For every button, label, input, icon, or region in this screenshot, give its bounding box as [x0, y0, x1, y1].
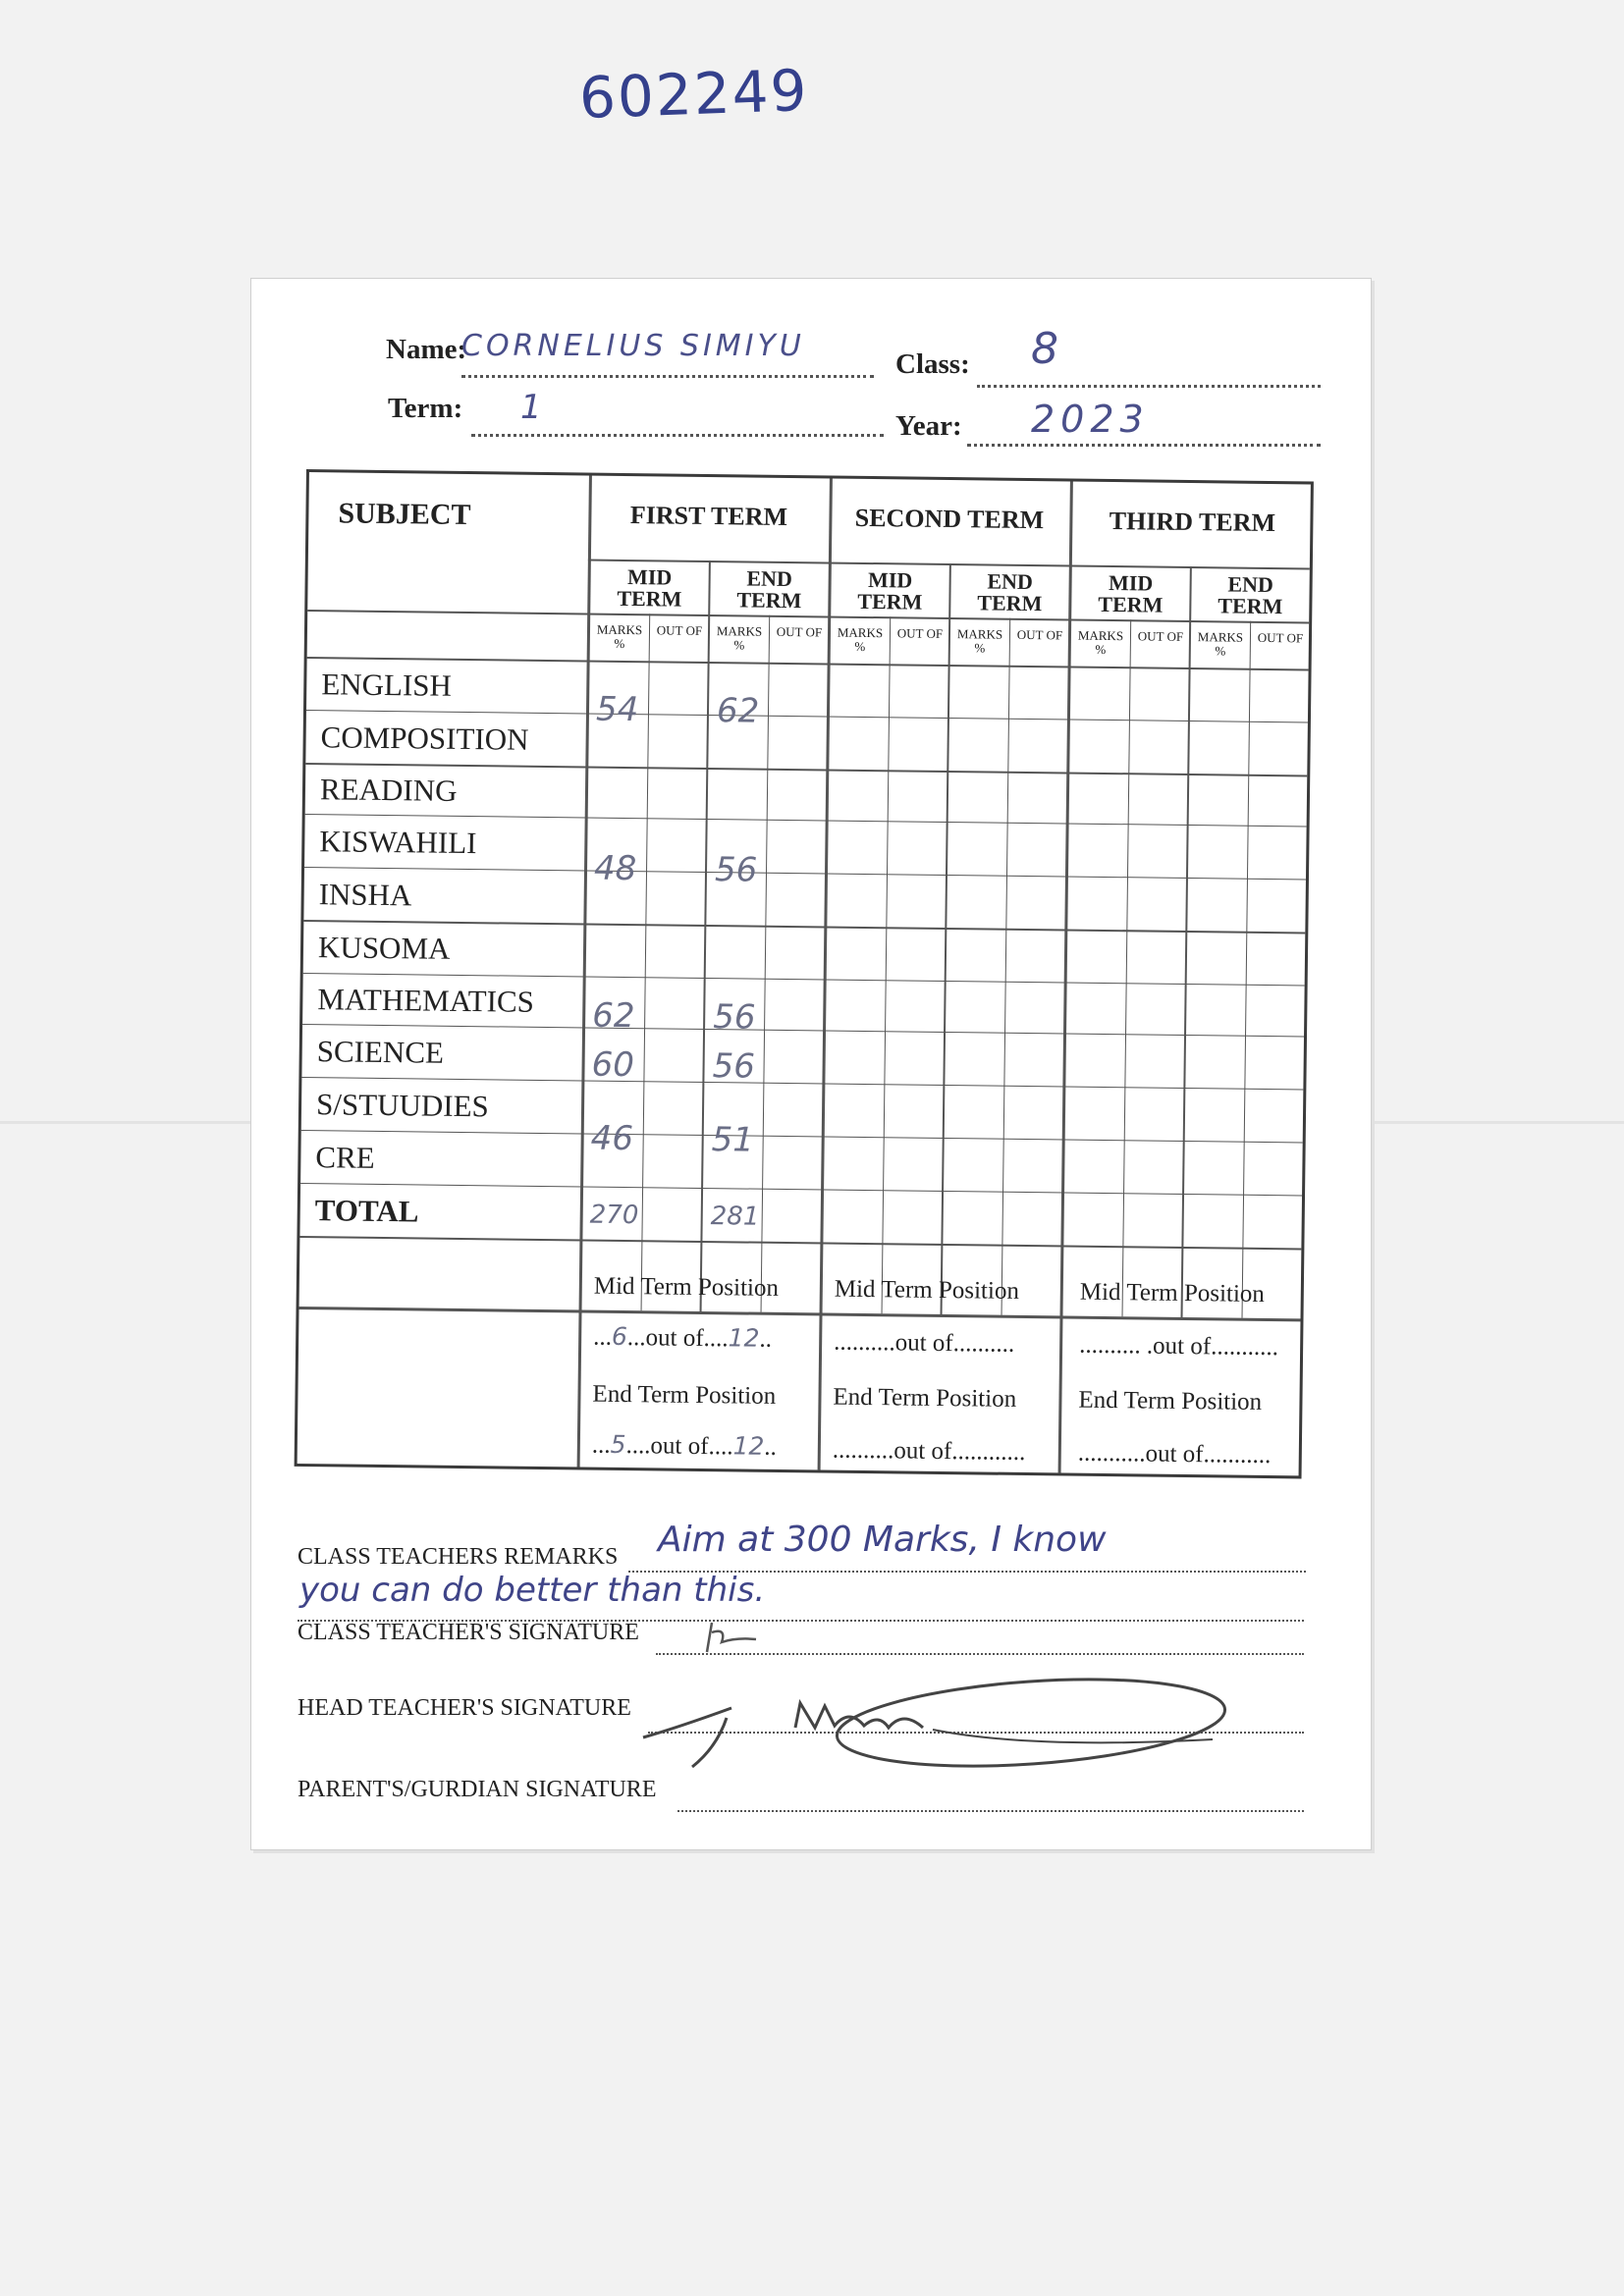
mark: 48 [593, 848, 637, 889]
name-label: Name: [386, 334, 467, 365]
pos-value: 12 [728, 1323, 760, 1353]
out-of-text: out of [650, 1432, 709, 1461]
name-value: CORNELIUS SIMIYU [461, 329, 805, 363]
remarks-label: CLASS TEACHERS REMARKS [298, 1544, 619, 1570]
outof-col: OUT OF [656, 622, 703, 638]
first-mid-header: MID TERM [617, 564, 682, 612]
total-row: TOTAL [314, 1193, 419, 1229]
out-of-text: out of [645, 1324, 704, 1353]
mark: 51 [711, 1120, 755, 1160]
subject-row: ENGLISH [321, 667, 453, 703]
third-term-header: THIRD TERM [1109, 506, 1276, 538]
outof-col: OUT OF [1137, 628, 1184, 644]
term-value: 1 [520, 388, 542, 427]
subject-row: KUSOMA [317, 930, 451, 966]
pos-value: 6 [611, 1321, 628, 1352]
third-mid-header: MID TERM [1098, 569, 1164, 617]
outof-col: OUT OF [896, 625, 944, 641]
remarks-line1: Aim at 300 Marks, I know [658, 1520, 1107, 1560]
first-mid-position: ...6...out of....12.. [593, 1321, 773, 1353]
mark: 56 [712, 1046, 756, 1087]
class-teacher-signature [702, 1618, 761, 1657]
third-mid-position-label: Mid Term Position [1079, 1278, 1266, 1308]
mark: 54 [595, 689, 639, 730]
third-end-position: ...........out of........... [1077, 1439, 1272, 1469]
pos-value: 12 [732, 1431, 765, 1461]
marks-table [295, 469, 1314, 1478]
first-end-position: ...5....out of....12.. [591, 1429, 778, 1461]
subject-row: MATHEMATICS [317, 982, 535, 1019]
year-label: Year: [895, 410, 962, 442]
parent-signature-label: PARENT'S/GURDIAN SIGNATURE [298, 1777, 657, 1802]
marks-col: MARKS % [1197, 629, 1244, 659]
head-teacher-signature-label: HEAD TEACHER'S SIGNATURE [298, 1695, 631, 1721]
outof-col: OUT OF [1016, 626, 1063, 643]
outof-col: OUT OF [1257, 629, 1304, 646]
term-label: Term: [388, 393, 463, 424]
marks-col: MARKS % [596, 621, 643, 651]
subject-row: KISWAHILI [319, 824, 477, 861]
class-teacher-signature-label: CLASS TEACHER'S SIGNATURE [298, 1620, 639, 1645]
name-dots [461, 375, 874, 378]
marks-col: MARKS % [837, 624, 884, 654]
first-end-position-label: End Term Position [592, 1380, 777, 1410]
mark: 62 [716, 691, 760, 731]
head-teacher-signature [638, 1669, 1237, 1777]
first-term-header: FIRST TERM [629, 501, 788, 531]
second-end-position: ..........out of............ [832, 1436, 1026, 1467]
second-end-header: END TERM [977, 568, 1043, 616]
year-value: 2023 [1031, 398, 1150, 441]
year-dots [967, 444, 1321, 447]
marks-col: MARKS % [716, 623, 763, 653]
class-value: 8 [1031, 324, 1058, 374]
marks-col: MARKS % [1077, 627, 1124, 657]
first-mid-position-label: Mid Term Position [593, 1272, 780, 1302]
outof-col: OUT OF [776, 623, 823, 640]
class-label: Class: [895, 348, 970, 380]
second-mid-position-label: Mid Term Position [834, 1275, 1020, 1305]
subject-row: COMPOSITION [320, 720, 529, 757]
scan-id: 602249 [577, 56, 810, 133]
term-dots [471, 434, 884, 437]
subject-row: CRE [315, 1140, 375, 1175]
third-mid-position: .......... .out of........... [1078, 1331, 1279, 1362]
subject-header: SUBJECT [338, 497, 471, 532]
parent-signature-dots [677, 1810, 1304, 1812]
mark: 281 [710, 1201, 760, 1232]
third-end-position-label: End Term Position [1078, 1386, 1263, 1415]
second-end-position-label: End Term Position [833, 1383, 1017, 1413]
subject-row: INSHA [318, 877, 412, 913]
subject-row: SCIENCE [316, 1034, 445, 1070]
second-term-header: SECOND TERM [854, 503, 1045, 535]
mark: 60 [591, 1044, 635, 1086]
third-end-header: END TERM [1218, 571, 1283, 619]
second-mid-position: ..........out of.......... [834, 1328, 1015, 1358]
pos-value: 5 [610, 1429, 626, 1460]
first-end-header: END TERM [736, 565, 802, 614]
class-dots [977, 385, 1321, 388]
remarks-line2: you can do better than this. [299, 1571, 766, 1610]
mark: 46 [590, 1118, 634, 1159]
subject-row: S/STUUDIES [315, 1087, 490, 1124]
mark: 56 [714, 850, 758, 890]
subject-row: READING [319, 772, 458, 808]
marks-col: MARKS % [956, 626, 1003, 656]
mark: 56 [712, 997, 756, 1038]
mark: 62 [591, 995, 635, 1037]
second-mid-header: MID TERM [857, 566, 923, 614]
mark: 270 [589, 1200, 639, 1231]
